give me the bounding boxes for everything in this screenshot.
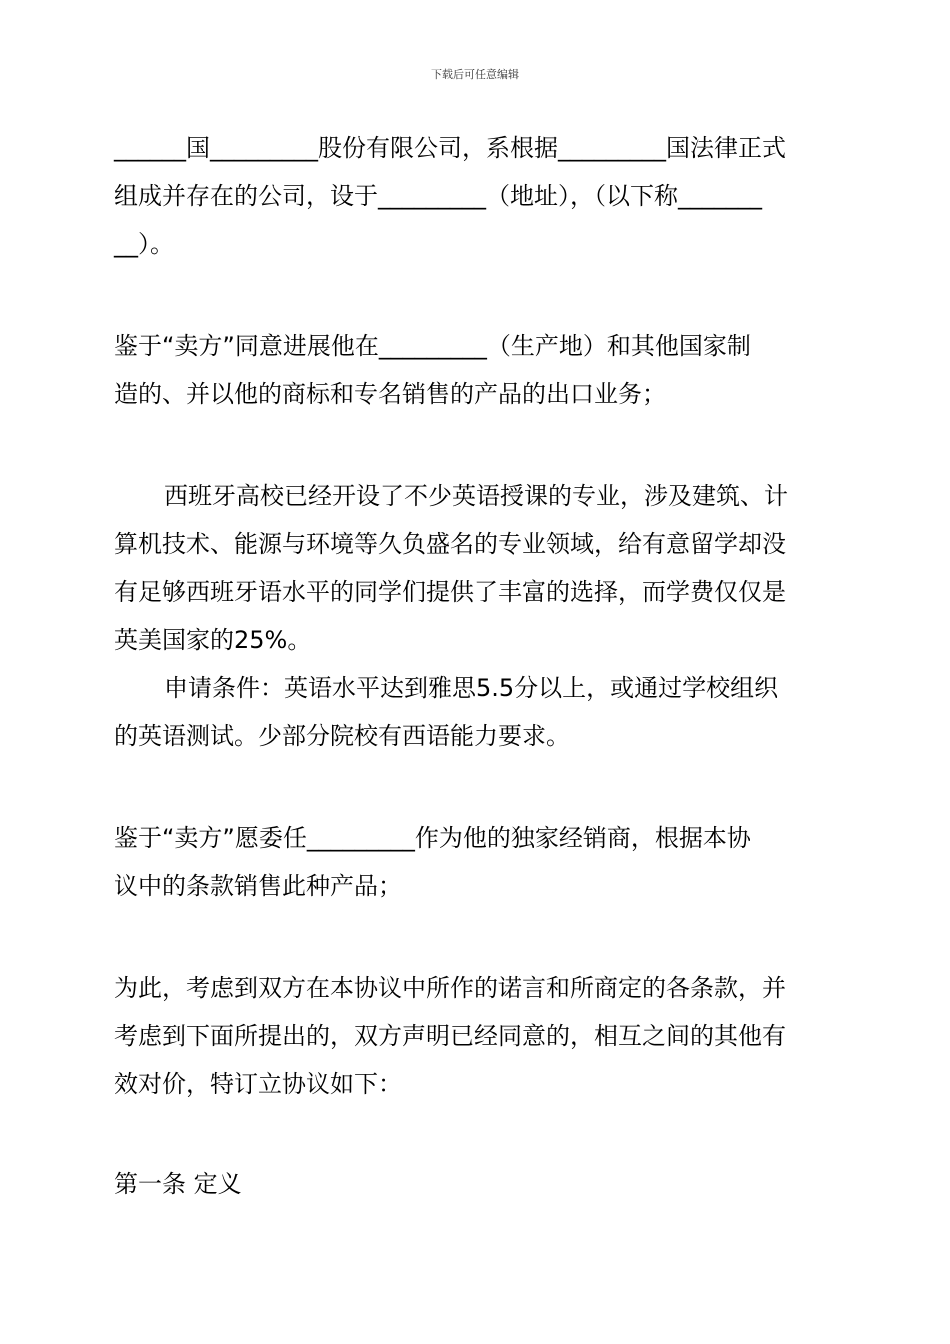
text-line: 的英语测试。少部分院校有西语能力要求。 (114, 722, 570, 750)
text-line: 有足够西班牙语水平的同学们提供了丰富的选择，而学费仅仅是 (114, 578, 786, 606)
text-line: 为此，考虑到双方在本协议中所作的诺言和所商定的各条款，并 (114, 974, 786, 1002)
text-line: 效对价，特订立协议如下： (114, 1070, 402, 1098)
consideration-paragraph (114, 964, 838, 1108)
whereas-seller-export-paragraph (114, 322, 838, 418)
paragraph-spacer (114, 268, 838, 322)
text-line: 申请条件：英语水平达到雅思5.5分以上，或通过学校组织 (164, 674, 779, 702)
text-line: 议中的条款销售此种产品； (114, 872, 402, 900)
text-line: 第一条 定义 (114, 1170, 242, 1198)
whereas-exclusive-distributor-paragraph (114, 814, 838, 910)
text-line: 算机技术、能源与环境等久负盛名的专业领域，给有意留学却没 (114, 530, 786, 558)
party-intro-paragraph (114, 124, 838, 268)
text-line: 鉴于“卖方”愿委任_________作为他的独家经销商，根据本协 (114, 824, 751, 852)
text-line: 造的、并以他的商标和专名销售的产品的出口业务； (114, 380, 666, 408)
text-line: ______国_________股份有限公司，系根据_________国法律正式 (114, 134, 786, 162)
paragraph-spacer (114, 418, 838, 472)
spain-universities-paragraph (114, 472, 838, 664)
text-line: 英美国家的25%。 (114, 626, 312, 654)
paragraph-spacer (114, 910, 838, 964)
document-body (114, 124, 838, 1208)
text-line: 西班牙高校已经开设了不少英语授课的专业，涉及建筑、计 (164, 482, 788, 510)
text-line: 考虑到下面所提出的，双方声明已经同意的，相互之间的其他有 (114, 1022, 786, 1050)
paragraph-spacer (114, 760, 838, 814)
page-header: 下载后可任意编辑 (431, 68, 519, 81)
application-requirements-paragraph (114, 664, 838, 760)
paragraph-spacer (114, 1108, 838, 1160)
article-one-heading (114, 1160, 838, 1208)
text-line: 组成并存在的公司，设于_________（地址），（以下称_______ (114, 182, 762, 210)
text-line: __）。 (114, 230, 174, 258)
text-line: 鉴于“卖方”同意进展他在_________（生产地）和其他国家制 (114, 332, 751, 360)
